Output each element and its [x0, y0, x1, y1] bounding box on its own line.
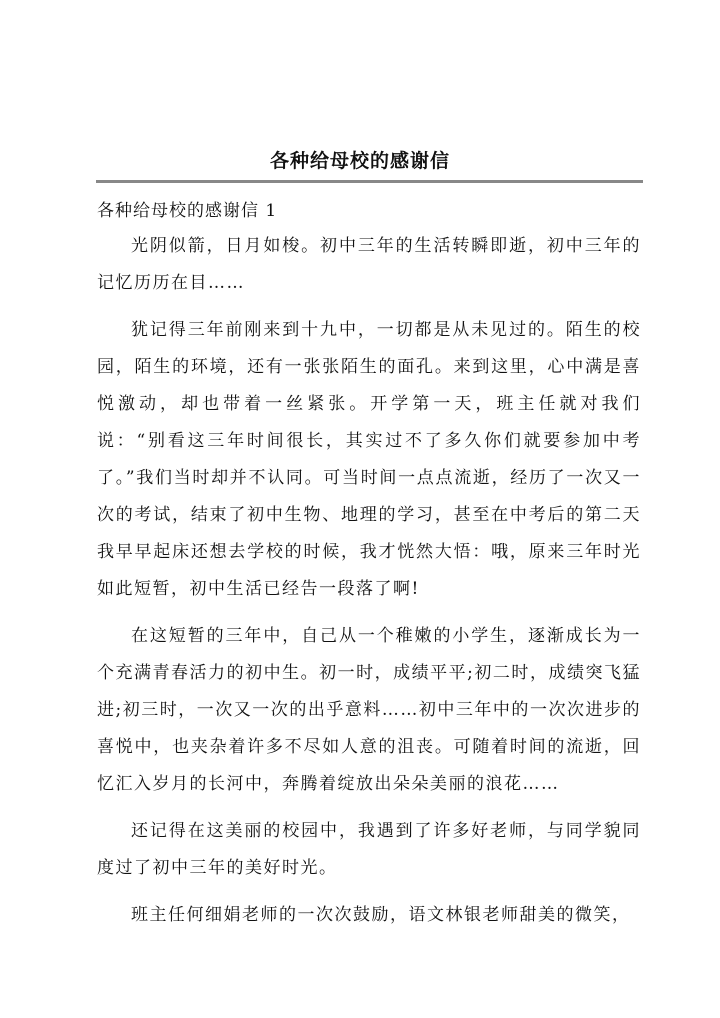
paragraph: 犹记得三年前刚来到十九中，一切都是从未见过的。陌生的校园，陌生的环境，还有一张张陌生的面孔。来到这里，心中满是喜悦激动，却也带着一丝紧张。开学第一天，班主任就对我们说：“别看这三年时间很长，其实过不了多久你们就要参加中考了。”我们当时却并不认同。可当时间一点点流逝，经历了一次又一次的考试，结束了初中生物、地理的学习，甚至在中考后的第二天我早早起床还想去学校的时候，我才恍然大悟：哦，原来三年时光如此短暂，初中生活已经告一段落了啊! [97, 320, 641, 599]
paragraph: 光阴似箭，日月如梭。初中三年的生活转瞬即逝，初中三年的记忆历历在目…… [97, 236, 641, 293]
paragraph: 在这短暂的三年中，自己从一个稚嫩的小学生，逐渐成长为一个充满青春活力的初中生。初一时，成绩平平;初二时，成绩突飞猛进;初三时，一次又一次的出乎意料……初中三年中的一次次进步的喜悦中，也夹杂着许多不尽如人意的沮丧。可随着时间的流逝，回忆汇入岁月的长河中，奔腾着绽放出朵朵美丽的浪花…… [97, 626, 641, 794]
paragraph: 班主任何细娟老师的一次次鼓励，语文林银老师甜美的微笑， [131, 905, 631, 925]
document-title: 各种给母校的感谢信 [269, 150, 450, 172]
paragraph: 还记得在这美丽的校园中，我遇到了许多好老师，与同学貌同度过了初中三年的美好时光。 [97, 821, 641, 878]
document-body [97, 228, 641, 944]
section-heading: 各种给母校的感谢信 1 [97, 201, 278, 221]
title-divider [96, 180, 643, 183]
